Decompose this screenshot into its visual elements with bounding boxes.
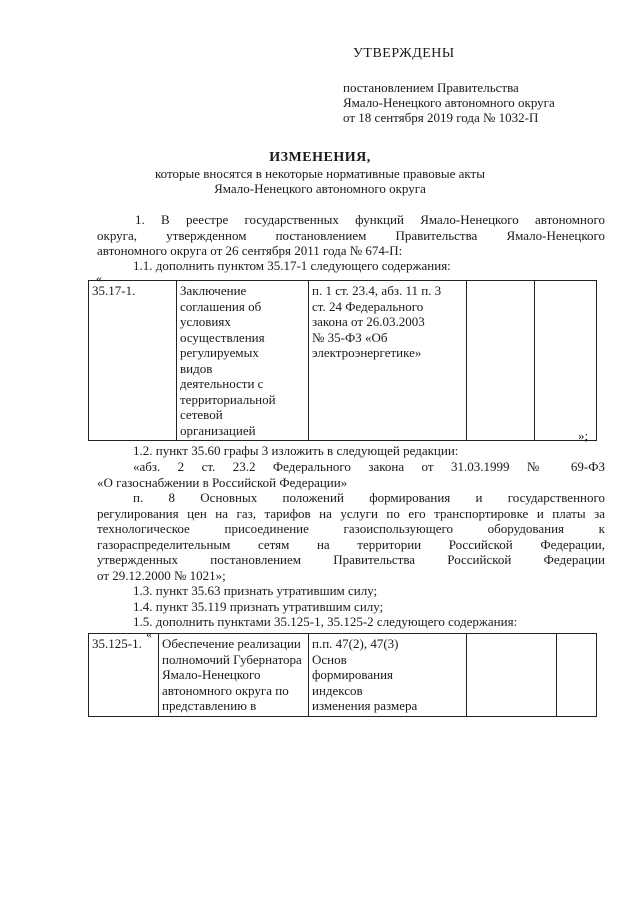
table1-basis-line: п. 1 ст. 23.4, абз. 11 п. 3 (312, 283, 442, 298)
approval-title: УТВЕРЖДЕНЫ (353, 46, 455, 61)
amendment-table-1 (88, 280, 597, 441)
approval-line-3: от 18 сентября 2019 года № 1032-П (343, 110, 539, 125)
document-title: ИЗМЕНЕНИЯ, (269, 150, 371, 165)
table1-name-line: деятельности с (180, 376, 264, 391)
table1-basis-cell (309, 281, 467, 441)
table2-name-line: Обеспечение реализации (162, 636, 301, 651)
document-subtitle-line-2: Ямало-Ненецкого автономного округа (214, 181, 426, 196)
table1-col5-cell (535, 281, 597, 441)
table1-name-line: Заключение (180, 283, 247, 298)
table1-name-cell (177, 281, 309, 441)
table2-basis-line: изменения размера (312, 698, 418, 713)
table1-basis-line: закона от 26.03.2003 (312, 314, 425, 329)
table1-name-line: соглашения об (180, 298, 262, 314)
table2-name-line: представлению в (162, 698, 257, 713)
item-1-2-p8-line-6: от 29.12.2000 № 1021»; (97, 567, 226, 583)
table1-name-line: условиях (180, 314, 231, 329)
table2-basis-line: индексов (312, 682, 363, 698)
section-1-line-2: округа, утвержденном постановлением Правительства Ямало-Ненецкого (97, 227, 605, 243)
item-1-2-p8-line-3: технологическое присоединение газоиспользующего оборудования к (97, 521, 605, 536)
table1-basis-line: ст. 24 Федерального (312, 298, 424, 314)
item-1-2-quote (97, 459, 605, 490)
table1-number: 35.17-1. (92, 283, 136, 298)
item-1-2-quote-line-2: «О газоснабжении в Российской Федерации» (97, 474, 348, 490)
table2-basis-line: формирования (312, 667, 394, 682)
item-1-2-text: 1.2. пункт 35.60 графы 3 изложить в следующей редакции: (133, 443, 459, 458)
table2-number-cell (89, 634, 159, 717)
item-1-4-text: 1.4. пункт 35.119 признать утратившим силу; (133, 599, 384, 614)
table2-name-cell (159, 634, 309, 717)
amendment-table-2 (88, 633, 597, 717)
item-1-1-quote-close: »; (578, 428, 589, 443)
table1-col4-cell (467, 281, 535, 441)
item-1-1-quote-open: « (96, 271, 102, 285)
table2-name-line: полномочий Губернатора (162, 651, 302, 667)
table-row (89, 281, 597, 441)
table2-basis-line: п.п. 47(2), 47(3) (312, 636, 399, 651)
approval-line-2: Ямало-Ненецкого автономного округа (343, 95, 555, 110)
table2-number: 35.125-1. (92, 636, 142, 651)
table-row (89, 634, 597, 717)
table1-basis-line: № 35-ФЗ «Об (312, 329, 388, 345)
item-1-3-text: 1.3. пункт 35.63 признать утратившим силу; (133, 583, 378, 598)
table2-basis-cell (309, 634, 467, 717)
table1-basis-line: электроэнергетике» (312, 345, 422, 360)
section-1-line-3: автономного округа от 26 сентября 2011 года № 674-П: (97, 243, 403, 258)
table1-name-line: территориальной (180, 391, 276, 407)
item-1-5-text: 1.5. дополнить пунктами 35.125-1, 35.125-2 следующего содержания: (133, 614, 518, 629)
table2-name-line: автономного округа по (162, 682, 289, 698)
table1-name-line: видов (180, 360, 213, 376)
table1-name-line: регулируемых (180, 345, 259, 360)
table2-basis-line: Основ (312, 651, 347, 667)
section-1-paragraph (97, 212, 605, 259)
table2-name-line: Ямало-Ненецкого (162, 667, 261, 682)
item-1-5-quote-open: « (146, 627, 152, 641)
item-1-1-text: 1.1. дополнить пунктом 35.17-1 следующего содержания: (133, 258, 451, 273)
item-1-2-p8 (97, 490, 605, 583)
item-1-2-quote-line-1: «абз. 2 ст. 23.2 Федерального закона от 31.03.1999 № 69-ФЗ (133, 459, 605, 474)
item-1-2-p8-line-1: п. 8 Основных положений формирования и государственного (133, 490, 605, 505)
section-1-line-1: 1. В реестре государственных функций Ямало-Ненецкого автономного (135, 212, 605, 227)
table1-name-line: организацией (180, 422, 256, 438)
item-1-2-p8-line-5: утвержденных постановлением Правительства Российской Федерации (97, 552, 605, 567)
table2-col4-cell (467, 634, 557, 717)
table1-name-line: сетевой (180, 407, 223, 422)
table2-col5-cell (557, 634, 597, 717)
item-1-2-p8-line-2: регулирования цен на газ, тарифов на услуги по его транспортировке и платы за (97, 505, 605, 521)
document-subtitle-line-1: которые вносятся в некоторые нормативные правовые акты (155, 166, 485, 181)
table1-name-line: осуществления (180, 329, 265, 345)
table1-number-cell (89, 281, 177, 441)
approval-line-1: постановлением Правительства (343, 80, 519, 95)
item-1-2-p8-line-4: газораспределительным сетям на территории Российской Федерации, (97, 536, 605, 552)
